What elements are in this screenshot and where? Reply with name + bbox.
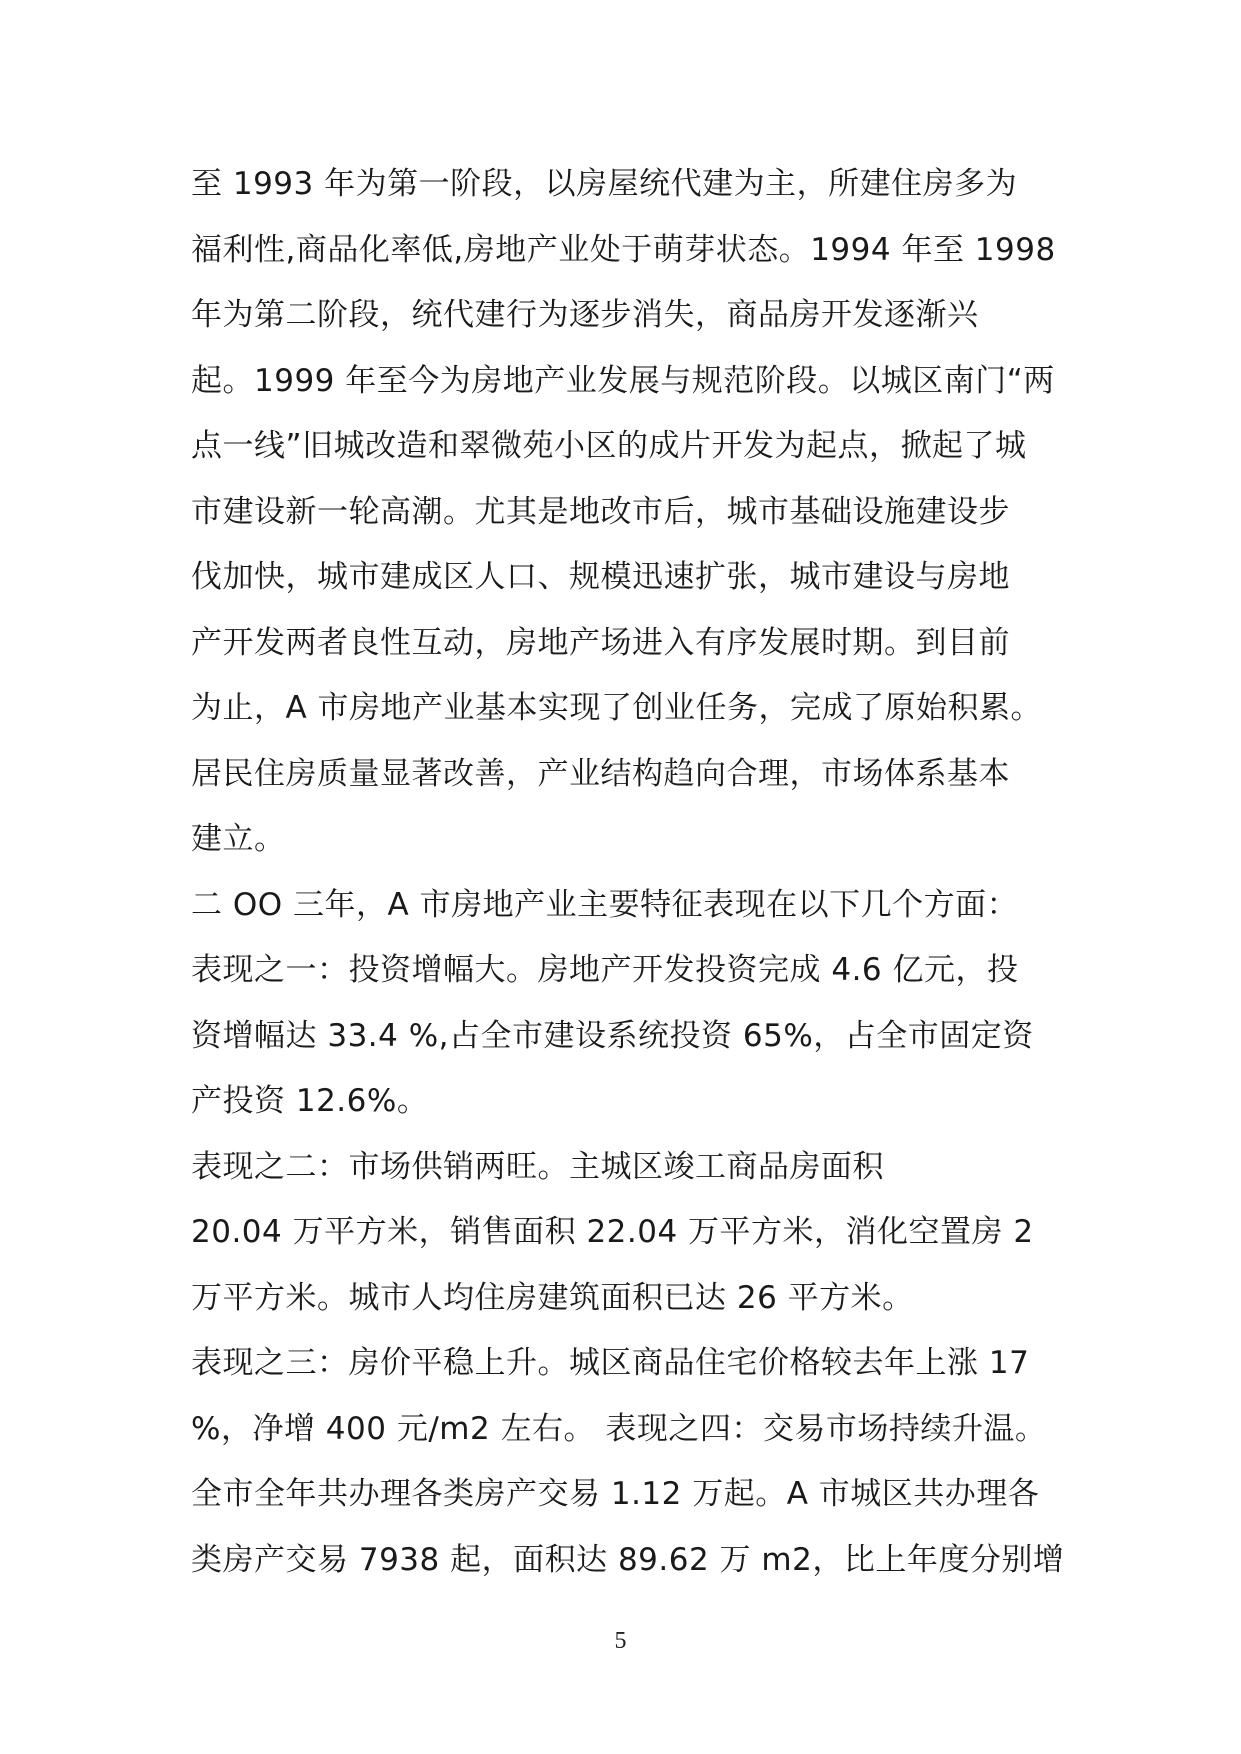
text-line: 福利性,商品化率低,房地产业处于萌芽状态。1994 年至 1998 [191, 231, 1056, 268]
text-line: %，净增 400 元/m2 左右。 表现之四：交易市场持续升温。 [191, 1410, 1047, 1447]
text-line: 至 1993 年为第一阶段，以房屋统代建为主，所建住房多为 [191, 166, 1018, 202]
text-line: 产开发两者良性互动，房地产场进入有序发展时期。到目前 [191, 624, 1010, 661]
text-line: 表现之三：房价平稳上升。城区商品住宅价格较去年上涨 17 [191, 1345, 1030, 1381]
text-line: 全市全年共办理各类房产交易 1.12 万起。A 市城区共办理各 [191, 1476, 1040, 1512]
text-line: 居民住房质量显著改善，产业结构趋向合理，市场体系基本 [191, 755, 1010, 792]
text-line: 万平方米。城市人均住房建筑面积已达 26 平方米。 [191, 1279, 914, 1316]
text-line: 市建设新一轮高潮。尤其是地改市后，城市基础设施建设步 [191, 493, 1010, 530]
text-line: 资增幅达 33.4 %,占全市建设系统投资 65%，占全市固定资 [191, 1017, 1034, 1054]
text-line: 20.04 万平方米，销售面积 22.04 万平方米，消化空置房 2 [191, 1214, 1034, 1250]
text-line: 表现之一：投资增幅大。房地产开发投资完成 4.6 亿元，投 [191, 952, 1019, 988]
text-line: 产投资 12.6%。 [191, 1083, 429, 1119]
page-number: 5 [614, 1628, 627, 1654]
text-line: 为止，A 市房地产业基本实现了创业任务，完成了原始积累。 [191, 690, 1043, 726]
text-line: 表现之二：市场供销两旺。主城区竣工商品房面积 [191, 1148, 884, 1185]
text-line: 建立。 [191, 821, 286, 857]
text-line: 二 OO 三年，A 市房地产业主要特征表现在以下几个方面： [191, 886, 1019, 923]
body-text [191, 152, 1071, 1593]
text-line: 类房产交易 7938 起，面积达 89.62 万 m2，比上年度分别增 [191, 1541, 1065, 1578]
text-line: 点一线”旧城改造和翠微苑小区的成片开发为起点，掀起了城 [191, 428, 1027, 464]
text-line: 伐加快，城市建成区人口、规模迅速扩张，城市建设与房地 [191, 559, 1010, 595]
text-line: 起。1999 年至今为房地产业发展与规范阶段。以城区南门“两 [191, 362, 1055, 399]
text-line: 年为第二阶段，统代建行为逐步消失，商品房开发逐渐兴 [191, 297, 979, 333]
